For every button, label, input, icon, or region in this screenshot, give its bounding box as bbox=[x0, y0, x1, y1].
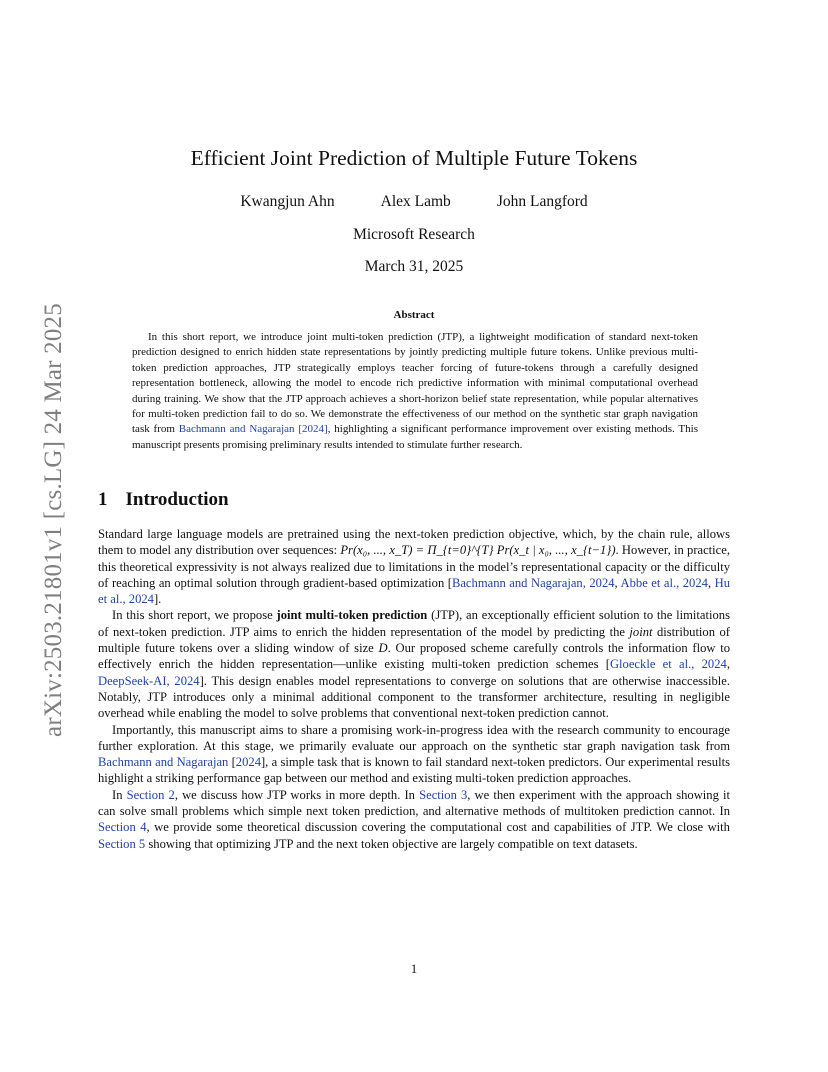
text-run: Standard large language models are pretrained using the next-token prediction objective, which, by the chain rule, allows them to model any distribution over sequences: bbox=[98, 527, 730, 558]
section-number: 1 bbox=[98, 489, 108, 510]
page-number: 1 bbox=[410, 962, 418, 976]
abstract-heading: Abstract bbox=[393, 309, 435, 321]
author-name: Kwangjun Ahn bbox=[240, 193, 335, 210]
section-ref-link[interactable]: Section 2 bbox=[126, 787, 175, 802]
section-heading bbox=[98, 489, 229, 511]
citation-link[interactable]: Gloeckle et al., 2024 bbox=[609, 657, 727, 672]
text-run: , bbox=[707, 575, 715, 590]
abstract-part: In this short report, we introduce joint multi-token prediction (JTP), a lightweight modification of standard next-token prediction designed to enrich hidden state representations by jointly predicting multiple future tokens. Unlike previous multi-token prediction approaches, JTP strategically employs teacher forcing of future-tokens through a carefully designed representation bottleneck, allowing the model to encode rich predictive information with minimal computational overhead during training. We show that the JTP approach achieves a short-horizon belief state representation, while popular alternatives for multi-token prediction fail to do so. We demonstrate the effectiveness of our method on the synthetic star graph navigation task from bbox=[132, 331, 698, 436]
text-run: . However, in practice, this theoretical expressivity is not always realized due to limitations in the model’s representational capacity or the difficulty of reaching an optimal solution through gradient-based optimization [ bbox=[98, 543, 731, 590]
section-ref-link[interactable]: Section 5 bbox=[98, 836, 146, 851]
paper-title: Efficient Joint Prediction of Multiple Future Tokens bbox=[190, 146, 638, 170]
text-run: showing that optimizing JTP and the next token objective are largely compatible on text datasets. bbox=[145, 836, 638, 851]
paragraph bbox=[98, 526, 730, 607]
author-name: John Langford bbox=[496, 193, 588, 210]
math-expression: Pr(x₀, ..., x_T) = Π_{t=0}^{T} Pr(x_t | x₀, ..., x_{t−1}) bbox=[340, 543, 616, 558]
text-run: , we discuss how JTP works in more depth. In bbox=[174, 787, 420, 802]
publication-date: March 31, 2025 bbox=[364, 258, 464, 275]
section-ref-link[interactable]: Section 3 bbox=[419, 787, 468, 802]
abstract-part: , highlighting a significant performance improvement over existing methods. This manuscript presents promising preliminary results intended to stimulate further research. bbox=[132, 423, 698, 451]
paragraph bbox=[98, 787, 730, 852]
abstract-text bbox=[132, 330, 698, 453]
text-run: . Our proposed scheme carefully controls the information flow to effectively enrich the hidden representation—unlike existing multi-token prediction schemes [ bbox=[98, 641, 731, 672]
text-run: In bbox=[112, 787, 127, 802]
text-run: [ bbox=[228, 755, 236, 770]
section-ref-link[interactable]: Section 4 bbox=[98, 820, 147, 835]
citation-link[interactable]: Bachmann and Nagarajan bbox=[98, 755, 229, 770]
text-run: , we provide some theoretical discussion covering the computational cost and capabilities of JTP. We close with bbox=[146, 820, 730, 835]
paragraph bbox=[98, 722, 730, 787]
arxiv-identifier: arXiv:2503.21801v1 [cs.LG] 24 Mar 2025 bbox=[40, 303, 67, 737]
citation-link[interactable]: Bachmann and Nagarajan, 2024 bbox=[451, 575, 615, 590]
text-run: , bbox=[726, 657, 730, 672]
text-run: ]. This design enables model representations to converge on solutions that are otherwise inaccessible. Notably, JTP introduces only a minimal additional component to the transformer architecture, resulting in negligible overhead while enabling the model to solve problems that conventional next-token prediction cannot. bbox=[98, 673, 730, 721]
citation-link[interactable]: DeepSeek-AI, 2024 bbox=[98, 673, 200, 688]
emphasis: joint bbox=[629, 624, 653, 639]
author-list bbox=[0, 193, 828, 211]
citation-year-link[interactable]: 2024 bbox=[235, 755, 261, 770]
text-run: distribution of multiple future tokens over a sliding window of size bbox=[98, 624, 730, 656]
text-run: In this short report, we propose bbox=[112, 608, 277, 623]
text-run: ]. bbox=[153, 592, 162, 607]
text-run: , bbox=[614, 575, 621, 590]
author-name: Alex Lamb bbox=[380, 193, 451, 210]
section-title: Introduction bbox=[125, 489, 229, 510]
paragraph bbox=[98, 607, 730, 721]
text-run: Importantly, this manuscript aims to share a promising work-in-progress idea with the research community to encourage further exploration. At this stage, we primarily evaluate our approach on the synthetic star graph navigation task from bbox=[98, 722, 730, 753]
bold-term: joint multi-token prediction bbox=[276, 608, 428, 623]
text-run: ], a simple task that is known to fail standard next-token predictors. Our experimental results highlight a striking performance gap between our method and existing multi-token prediction approaches. bbox=[98, 755, 730, 786]
math-variable: D bbox=[378, 641, 388, 656]
citation-link[interactable]: Bachmann and Nagarajan [2024] bbox=[178, 423, 328, 436]
text-run: , we then experiment with the approach showing it can solve small problems which simple next token prediction, and alternative methods of multitoken prediction cannot. In bbox=[98, 787, 730, 819]
text-run: (JTP), an exceptionally efficient solution to the limitations of next-token prediction. JTP aims to enrich the hidden representation of the model by predicting the bbox=[98, 608, 730, 639]
affiliation: Microsoft Research bbox=[353, 226, 475, 243]
body-text bbox=[98, 526, 730, 852]
citation-link[interactable]: Hu et al., 2024 bbox=[98, 575, 730, 607]
citation-link[interactable]: Abbe et al., 2024 bbox=[620, 575, 708, 590]
